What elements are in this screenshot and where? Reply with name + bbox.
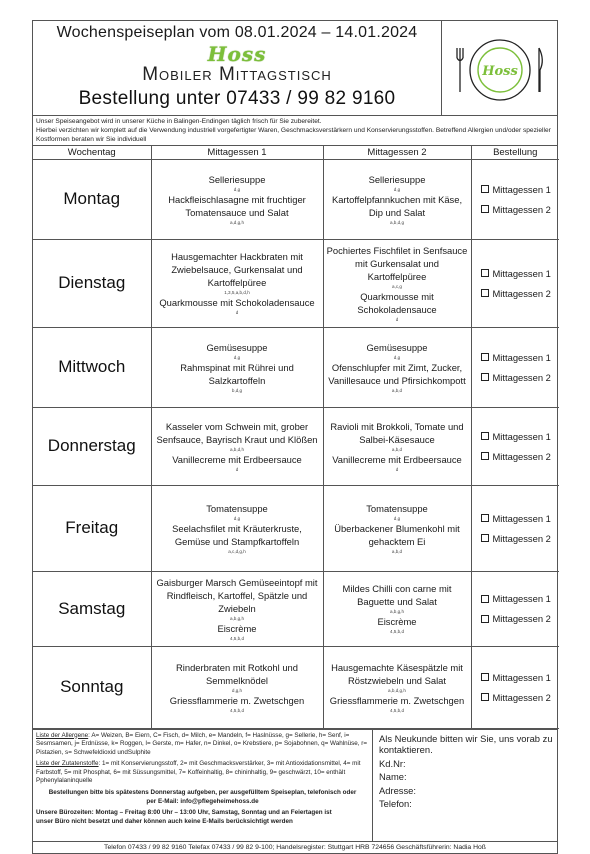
order-option-label: Mittagessen 2	[492, 371, 551, 383]
header-meal-1: Mittagessen 1	[151, 146, 323, 159]
allergen-codes: d,g	[233, 186, 241, 192]
course-2-text: Griessflammerie m. Zwetschgen	[329, 694, 465, 706]
menu-body	[33, 159, 559, 728]
order-option-meal-1[interactable]	[481, 512, 560, 525]
order-option-label: Mittagessen 2	[492, 203, 551, 215]
header	[33, 21, 557, 116]
order-option-meal-1[interactable]	[481, 183, 560, 196]
order-option-label: Mittagessen 1	[492, 267, 551, 279]
logo-text: Hoss	[481, 63, 518, 79]
order-checkbox-meal-1[interactable]	[481, 595, 489, 603]
allergen-codes: a,c,d,g,h	[228, 548, 246, 554]
order-option-label: Mittagessen 1	[492, 351, 551, 363]
order-checkbox-meal-2[interactable]	[481, 289, 489, 297]
order-deadline-line-2: per E-Mail: info@pflegeheimehoss.de	[146, 797, 259, 805]
allergen-codes: a,b,g,h	[389, 609, 405, 614]
new-customer-note: Als Neukunde bitten wir Sie, uns vorab zu kontaktieren.	[379, 732, 553, 755]
meal-1-cell	[151, 327, 323, 407]
order-checkbox-meal-1[interactable]	[481, 432, 489, 440]
allergen-codes: 1,3,5,a,b,d,h	[224, 290, 250, 295]
meal-1-cell	[151, 407, 323, 485]
contact-line: Telefon 07433 / 99 82 9160 Telefax 07433 / 99 82 9-100; Handelsregister: Stuttgart HRB 724656 Geschäftsführerin: Nadia Hoß	[33, 841, 557, 853]
allergen-codes: d,g	[393, 515, 401, 521]
order-phone: Bestellung unter 07433 / 99 82 9160	[78, 88, 396, 109]
order-option-meal-2[interactable]	[481, 371, 560, 384]
order-option-label: Mittagessen 2	[492, 287, 551, 299]
allergen-list-text: : A= Weizen, B= Eiern, C= Fisch, d= Milch, e= Mandeln, f= Haslnüsse, g= Sellerie, h= Senf, i= Sesmsamen, j= Erdnüsse, k= Roggen, l= Gerste, m= Hafer, n= Dinkel, o= Krebstiere, p= Sojabohnen, q= Wahlnüse, r= Pistazien, s= Schwefeldioxid undSulphite	[36, 731, 368, 756]
allergen-codes: 4,5,b,d	[229, 635, 245, 641]
meal-1-cell	[151, 485, 323, 571]
order-option-meal-2[interactable]	[481, 691, 560, 704]
order-option-meal-1[interactable]	[481, 671, 560, 684]
meal-2-cell	[323, 646, 471, 728]
course-2-text: Hackfleischlasagne mit fruchtiger Tomatensauce und Salat	[168, 193, 306, 218]
allergen-codes: d,g	[393, 186, 401, 192]
meal-1-cell	[151, 646, 323, 728]
order-option-meal-2[interactable]	[481, 450, 560, 463]
allergen-codes: a,b,d,g	[389, 219, 405, 225]
order-option-meal-1[interactable]	[481, 267, 560, 280]
allergen-list-label: Liste der Allergene	[36, 731, 89, 739]
order-option-label: Mittagessen 1	[492, 183, 551, 195]
office-hours-line-1: Unsere Bürozeiten: Montag – Freitag 8:00 Uhr – 13:00 Uhr, Samstag, Sonntag und an Feiertagen ist	[36, 809, 332, 817]
customer-address-field[interactable]: Adresse:	[379, 784, 416, 796]
order-option-label: Mittagessen 1	[492, 430, 551, 442]
weekday-label: Donnerstag	[33, 407, 151, 485]
weekday-label: Dienstag	[33, 239, 151, 327]
order-option-label: Mittagessen 2	[492, 691, 551, 703]
allergen-codes: 4,5,b,d	[389, 707, 405, 713]
course-2-text: Griessflammerie m. Zwetschgen	[169, 694, 305, 706]
order-cell	[471, 327, 559, 407]
allergen-codes: d,g	[233, 515, 241, 521]
weekday-label: Montag	[33, 159, 151, 239]
allergen-codes: d,g	[393, 354, 401, 360]
order-checkbox-meal-2[interactable]	[481, 693, 489, 701]
order-deadline	[36, 789, 369, 806]
order-cell	[471, 485, 559, 571]
course-1-text: Kasseler vom Schwein mit, grober Senfsauce, Bayrisch Kraut und Klößen	[156, 420, 318, 445]
allergen-codes: d	[395, 466, 399, 472]
table-header-row	[33, 146, 559, 159]
additive-list-label: Liste der Zutatenstoffe	[36, 760, 99, 768]
course-1-text: Tomatensuppe	[206, 502, 268, 514]
additive-list	[36, 760, 369, 786]
order-option-meal-1[interactable]	[481, 592, 560, 605]
order-option-label: Mittagessen 1	[492, 593, 551, 604]
header-order: Bestellung	[471, 146, 559, 159]
order-checkbox-meal-1[interactable]	[481, 269, 489, 277]
customer-form	[374, 730, 558, 842]
day-row	[33, 327, 559, 407]
order-option-meal-2[interactable]	[481, 532, 560, 545]
customer-name-field[interactable]: Name:	[379, 771, 407, 782]
day-row	[33, 485, 559, 571]
course-1-text: Selleriesuppe	[368, 173, 426, 185]
order-checkbox-meal-1[interactable]	[481, 673, 489, 681]
meal-1-cell	[151, 239, 323, 327]
course-1-text: Gaisburger Marsch Gemüseeintopf mit Rindfleisch, Kartoffel, Spätzle und Zwiebeln	[156, 576, 318, 614]
order-checkbox-meal-2[interactable]	[481, 615, 489, 623]
weekday-label: Mittwoch	[33, 327, 151, 407]
plate-cutlery-icon	[450, 30, 550, 108]
order-option-label: Mittagessen 1	[492, 671, 551, 683]
allergen-codes: a,b,d	[391, 446, 403, 452]
order-checkbox-meal-1[interactable]	[481, 353, 489, 361]
weekday-label: Samstag	[33, 571, 151, 646]
customer-number-field[interactable]: Kd.Nr:	[379, 757, 406, 769]
course-2-text: Rahmspinat mit Rührei und Salzkartoffeln	[180, 361, 294, 386]
course-2-text: Ofenschlupfer mit Zimt, Zucker, Vanillesauce und Pfirsichkompott	[328, 361, 466, 386]
course-2-text: Überbackener Blumenkohl mit gehacktem Ei	[334, 522, 460, 547]
day-row	[33, 159, 559, 239]
course-1-text: Hausgemachte Käsespätzle mit Röstzwiebeln und Salat	[331, 661, 463, 686]
header-meal-2: Mittagessen 2	[323, 146, 471, 159]
order-checkbox-meal-2[interactable]	[481, 373, 489, 381]
allergen-list	[36, 732, 369, 758]
course-1-text: Gemüsesuppe	[206, 341, 268, 353]
course-2-text: Vanillecreme mit Erdbeersauce	[172, 453, 302, 465]
brand-subtitle: Mobiler Mittagstisch	[142, 64, 332, 85]
customer-phone-field[interactable]: Telefon:	[379, 798, 412, 809]
intro-line-2: Hierbei verzichten wir komplett auf die Verwendung industriell vorgefertigter Waren, Geschmacksverstärkern und Konservierungsstoffen. Betreffend Allergien und/oder spezieller Kostformen beraten wir Sie individuell	[36, 127, 551, 143]
order-cell	[471, 239, 559, 327]
course-1-text: Gemüsesuppe	[366, 341, 428, 353]
allergen-codes: a,b,d,g,h	[388, 687, 406, 693]
order-option-label: Mittagessen 1	[492, 512, 551, 524]
weekday-label: Freitag	[33, 485, 151, 571]
order-checkbox-meal-2[interactable]	[481, 205, 489, 213]
order-cell	[471, 159, 559, 239]
course-1-text: Tomatensuppe	[366, 502, 428, 514]
allergen-codes: d	[235, 310, 239, 315]
order-option-label: Mittagessen 2	[492, 532, 551, 544]
course-2-text: Seelachsfilet mit Kräuterkruste, Gemüse und Stampfkartoffeln	[172, 522, 302, 547]
order-option-meal-2[interactable]	[481, 287, 560, 300]
allergen-codes: 4,5,b,d	[229, 707, 245, 713]
order-option-label: Mittagessen 2	[492, 613, 551, 624]
allergen-codes: d,g,h	[231, 687, 243, 693]
course-2-text: Kartoffelpfannkuchen mit Käse, Dip und Salat	[331, 193, 463, 218]
intro-line-1: Unser Speiseangebot wird in unserer Küche in Balingen-Endingen täglich frisch für Sie zubereitet.	[36, 118, 322, 125]
meal-2-cell	[323, 407, 471, 485]
allergen-codes: d	[235, 466, 239, 472]
order-option-meal-2[interactable]	[481, 203, 560, 216]
header-weekday: Wochentag	[33, 146, 151, 159]
menu-sheet	[32, 20, 558, 854]
footer-legend	[33, 730, 373, 842]
allergen-codes: d,g	[233, 354, 241, 360]
intro-text	[33, 116, 557, 146]
allergen-codes: a,b,d,h	[229, 446, 245, 452]
day-row	[33, 646, 559, 728]
course-1-text: Selleriesuppe	[208, 173, 266, 185]
course-2-text: Eiscrème	[377, 616, 417, 627]
order-cell	[471, 646, 559, 728]
menu-table	[33, 146, 559, 729]
meal-1-cell	[151, 159, 323, 239]
order-cell	[471, 571, 559, 646]
allergen-codes: a,b,d	[391, 548, 403, 554]
brand-name: Hoss	[207, 42, 267, 66]
meal-2-cell	[323, 571, 471, 646]
allergen-codes: 4,5,b,d	[389, 629, 405, 634]
day-row	[33, 407, 559, 485]
course-1-text: Rinderbraten mit Rotkohl und Semmelknödel	[176, 661, 298, 686]
meal-2-cell	[323, 327, 471, 407]
order-checkbox-meal-2[interactable]	[481, 534, 489, 542]
allergen-codes: a,b,d	[391, 387, 403, 393]
day-row	[33, 239, 559, 327]
order-option-meal-1[interactable]	[481, 430, 560, 443]
meal-2-cell	[323, 485, 471, 571]
meal-2-cell	[323, 239, 471, 327]
course-1-text: Hausgemachter Hackbraten mit Zwiebelsauce, Gurkensalat und Kartoffelpüree	[171, 251, 303, 288]
allergen-codes: d	[395, 316, 399, 322]
meal-1-cell	[151, 571, 323, 646]
header-main	[33, 21, 441, 116]
course-1-text: Mildes Chilli con carne mit Baguette und Salat	[342, 583, 452, 607]
office-hours-line-2: unser Büro nicht besetzt und daher können auch keine E-Mails berücksichtigt werden	[36, 817, 293, 825]
allergen-codes: b,d,g	[231, 387, 243, 393]
footer	[33, 729, 557, 841]
order-checkbox-meal-1[interactable]	[481, 185, 489, 193]
meal-2-cell	[323, 159, 471, 239]
course-2-text: Quarkmousse mit Schokoladensauce	[159, 297, 315, 308]
order-checkbox-meal-1[interactable]	[481, 514, 489, 522]
additive-list-text: : 1= mit Konservierungsstoff, 2= mit Geschmacksverstärker, 3= mit Antioxidationsmittel, 4= mit Farbstoff, 5= mit Phosphat, 6= mit Süssungsmittel, 7= Koffeinhaltig, 8= chininhaltig, 9= geschwärzt, 10= enthält Pphenylalaninquelle	[36, 760, 361, 785]
logo	[441, 21, 557, 116]
course-1-text: Pochiertes Fischfilet in Senfsauce mit Gurkensalat und Kartoffelpüree	[326, 244, 468, 282]
page-title: Wochenspeiseplan vom 08.01.2024 – 14.01.2024	[56, 24, 418, 41]
order-option-meal-2[interactable]	[481, 612, 560, 625]
course-1-text: Ravioli mit Brokkoli, Tomate und Salbei-Käsesauce	[330, 420, 464, 445]
course-2-text: Quarkmousse mit Schokoladensauce	[357, 290, 437, 315]
order-deadline-line-1: Bestellungen bitte bis spätestens Donnerstag aufgeben, per ausgefülltem Speiseplan, telefonisch oder	[48, 789, 357, 797]
course-2-text: Vanillecreme mit Erdbeersauce	[332, 453, 462, 465]
order-checkbox-meal-2[interactable]	[481, 452, 489, 460]
day-row	[33, 571, 559, 646]
order-option-meal-1[interactable]	[481, 351, 560, 364]
weekday-label: Sonntag	[33, 646, 151, 728]
allergen-codes: a,b,g,h	[229, 615, 245, 621]
order-option-label: Mittagessen 2	[492, 450, 551, 462]
course-2-text: Eiscrème	[217, 622, 257, 634]
allergen-codes: a,c,g	[392, 283, 402, 289]
office-hours	[36, 809, 369, 826]
allergen-codes: a,d,g,h	[229, 219, 245, 225]
order-cell	[471, 407, 559, 485]
